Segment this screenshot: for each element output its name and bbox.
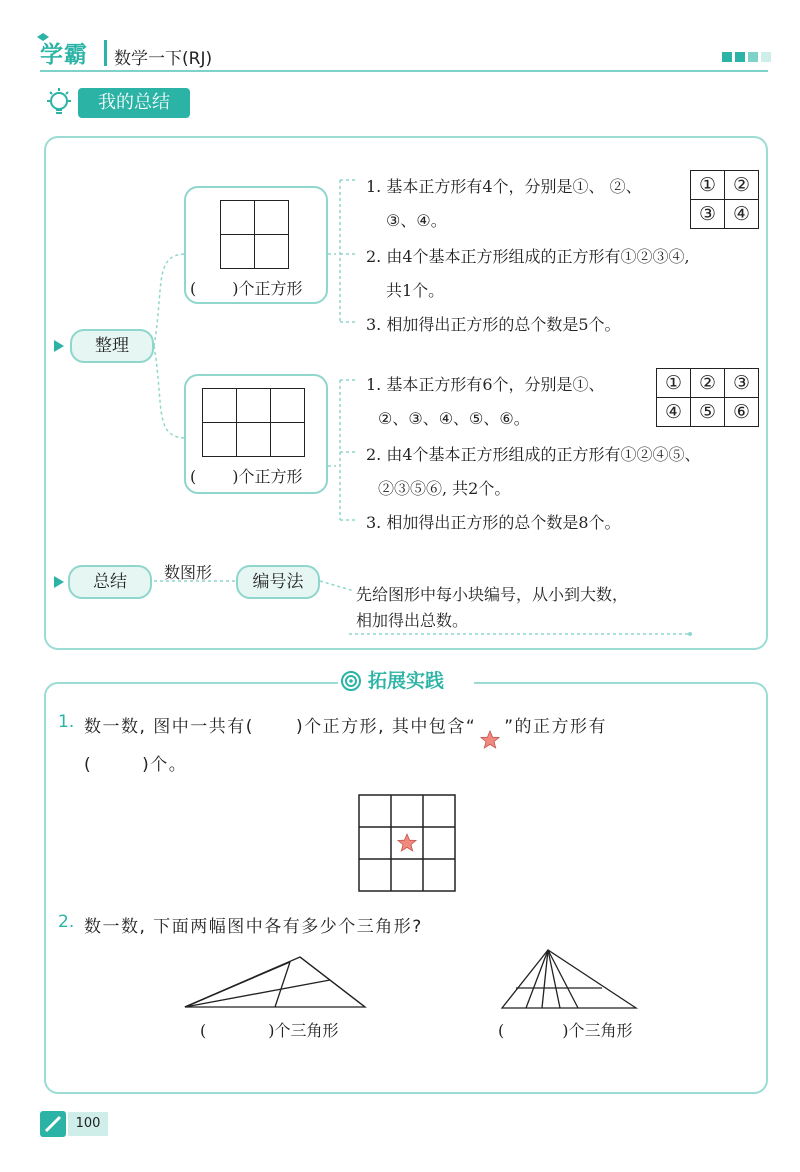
case2-figure-box (184, 374, 328, 494)
method-description-2: 相加得出总数。 (356, 611, 469, 630)
header-square (761, 52, 771, 62)
header-square (722, 52, 732, 62)
question-2-triangle-figure-1 (180, 954, 370, 1012)
case2-number-grid: ① ② ③ ④ ⑤ ⑥ (656, 368, 759, 427)
summary-node: 总结 (68, 565, 152, 599)
case1-line3: 3. 相加得出正方形的总个数是5个。 (366, 315, 621, 334)
lightbulb-icon (44, 86, 74, 118)
header-line (40, 70, 768, 72)
question-1-grid-figure (358, 794, 456, 892)
triangle-bullet-icon (54, 576, 64, 588)
star-icon (480, 730, 500, 750)
case1-line1: 1. 基本正方形有4个，分别是①、 ②、 (366, 177, 642, 196)
question-2-caption-1: ( )个三角形 (200, 1021, 339, 1040)
case1-number-grid: ① ② ③ ④ (690, 170, 759, 229)
case1-line2b: 共1个。 (386, 281, 445, 300)
book-title: 数学一下(RJ) (114, 49, 213, 69)
question-2-number: 2. (58, 912, 75, 932)
method-description-1: 先给图形中每小块编号，从小到大数， (356, 585, 629, 604)
header-square (735, 52, 745, 62)
section-title: 我的总结 (78, 88, 190, 118)
case1-figure-box (184, 186, 328, 304)
count-shapes-label: 数图形 (164, 563, 213, 582)
pencil-icon (40, 1111, 66, 1137)
numbering-method-node: 编号法 (236, 565, 320, 599)
case2-line2: 2. 由4个基本正方形组成的正方形有①②④⑤、 (366, 445, 701, 464)
question-1-number: 1. (58, 712, 75, 732)
practice-title: 拓展实践 (338, 666, 474, 696)
case1-line1b: ③、④。 (386, 211, 447, 230)
target-icon (340, 670, 362, 692)
case1-caption: ( )个正方形 (190, 279, 303, 298)
header-square (748, 52, 758, 62)
brand-logo: 学霸 (40, 42, 88, 68)
question-1-text: 数一数, 图中一共有( )个正方形, 其中包含“ ”的正方形有 (84, 712, 607, 737)
case1-line2: 2. 由4个基本正方形组成的正方形有①②③④, (366, 247, 690, 266)
case2-caption: ( )个正方形 (190, 467, 303, 486)
triangle-bullet-icon (54, 340, 64, 352)
case2-line3: 3. 相加得出正方形的总个数是8个。 (366, 513, 621, 532)
organize-node: 整理 (70, 329, 154, 363)
page-number: 100 (68, 1112, 108, 1136)
question-1-line2: ( )个。 (84, 755, 188, 775)
case1-grid (220, 200, 289, 269)
case2-line1b: ②、③、④、⑤、⑥。 (378, 409, 530, 428)
case2-line2b: ②③⑤⑥, 共2个。 (378, 479, 511, 498)
case2-line1: 1. 基本正方形有6个，分别是①、 (366, 375, 605, 394)
header-divider (104, 40, 107, 66)
pencil-badge (40, 1111, 66, 1137)
question-2-triangle-figure-2 (498, 948, 640, 1012)
question-2-caption-2: ( )个三角形 (498, 1021, 633, 1040)
question-2-text: 数一数, 下面两幅图中各有多少个三角形? (84, 917, 423, 937)
case2-grid (202, 388, 305, 457)
